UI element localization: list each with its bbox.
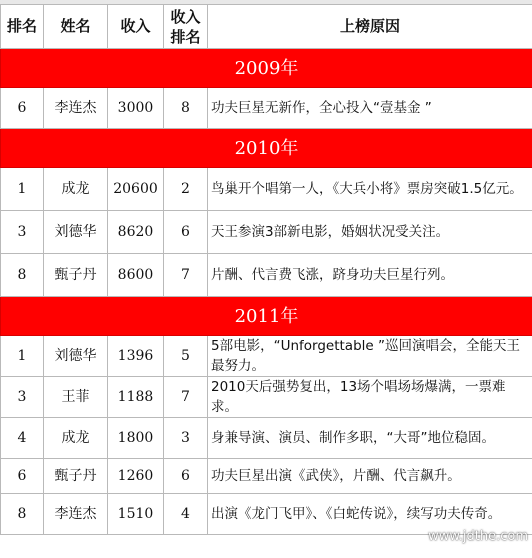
table-row <box>1 459 532 494</box>
income-rank-cell: 3 <box>164 418 208 459</box>
income-rank-cell: 5 <box>164 336 208 377</box>
income-rank-cell: 6 <box>164 459 208 494</box>
name-cell: 王菲 <box>44 377 108 418</box>
header-income-rank-line2: 排名 <box>170 27 201 46</box>
income-rank-cell: 7 <box>164 254 208 297</box>
income-cell: 1188 <box>108 377 164 418</box>
income-rank-cell: 7 <box>164 377 208 418</box>
reason-cell: 功夫巨星出演《武侠》，片酬、代言飙升。 <box>208 459 532 494</box>
rank-cell: 6 <box>1 459 44 494</box>
name-cell: 甄子丹 <box>44 459 108 494</box>
rank-cell: 3 <box>1 211 44 254</box>
reason-cell: 功夫巨星无新作，全心投入“壹基金 ” <box>208 88 532 129</box>
income-cell: 1800 <box>108 418 164 459</box>
reason-cell: 出演《龙门飞甲》、《白蛇传说》，续写功夫传奇。 <box>208 494 532 535</box>
name-cell: 甄子丹 <box>44 254 108 297</box>
rank-cell: 8 <box>1 494 44 535</box>
name-cell: 李连杰 <box>44 494 108 535</box>
income-cell: 1396 <box>108 336 164 377</box>
reason-cell: 片酬、代言费飞涨，跻身功夫巨星行列。 <box>208 254 532 297</box>
header-income-rank <box>164 5 208 49</box>
rank-cell: 1 <box>1 336 44 377</box>
year-row-2010 <box>1 129 532 168</box>
table-row <box>1 418 532 459</box>
table-row <box>1 168 532 211</box>
rank-cell: 3 <box>1 377 44 418</box>
name-cell: 成龙 <box>44 418 108 459</box>
rank-cell: 4 <box>1 418 44 459</box>
header-income-rank-line1: 收入 <box>170 7 201 26</box>
income-rank-cell: 6 <box>164 211 208 254</box>
reason-cell: 5部电影，“Unforgettable ”巡回演唱会，全能天王最努力。 <box>208 336 532 377</box>
reason-cell: 身兼导演、演员、制作多职，“大哥”地位稳固。 <box>208 418 532 459</box>
header-income: 收入 <box>108 5 164 49</box>
header-rank: 排名 <box>1 5 44 49</box>
table-row <box>1 254 532 297</box>
ranking-table <box>0 4 532 535</box>
year-row-2011 <box>1 297 532 336</box>
income-rank-cell: 2 <box>164 168 208 211</box>
income-cell: 1260 <box>108 459 164 494</box>
income-cell: 3000 <box>108 88 164 129</box>
income-rank-cell: 8 <box>164 88 208 129</box>
income-cell: 1510 <box>108 494 164 535</box>
year-row-2009 <box>1 49 532 88</box>
income-cell: 8600 <box>108 254 164 297</box>
table-row <box>1 88 532 129</box>
income-cell: 8620 <box>108 211 164 254</box>
name-cell: 刘德华 <box>44 336 108 377</box>
table-row <box>1 211 532 254</box>
name-cell: 刘德华 <box>44 211 108 254</box>
reason-cell: 鸟巢开个唱第一人，《大兵小将》票房突破1.5亿元。 <box>208 168 532 211</box>
rank-cell: 8 <box>1 254 44 297</box>
table-row <box>1 377 532 418</box>
year-label: 2010年 <box>1 129 532 168</box>
header-row <box>1 5 532 49</box>
year-label: 2009年 <box>1 49 532 88</box>
income-rank-cell: 4 <box>164 494 208 535</box>
reason-cell: 天王参演3部新电影，婚姻状况受关注。 <box>208 211 532 254</box>
header-name: 姓名 <box>44 5 108 49</box>
watermark: www.jdthe.com <box>428 529 528 544</box>
table-row <box>1 336 532 377</box>
name-cell: 李连杰 <box>44 88 108 129</box>
rank-cell: 1 <box>1 168 44 211</box>
reason-cell: 2010天后强势复出，13场个唱场场爆满，一票难求。 <box>208 377 532 418</box>
rank-cell: 6 <box>1 88 44 129</box>
income-cell: 20600 <box>108 168 164 211</box>
name-cell: 成龙 <box>44 168 108 211</box>
header-reason: 上榜原因 <box>208 5 532 49</box>
year-label: 2011年 <box>1 297 532 336</box>
